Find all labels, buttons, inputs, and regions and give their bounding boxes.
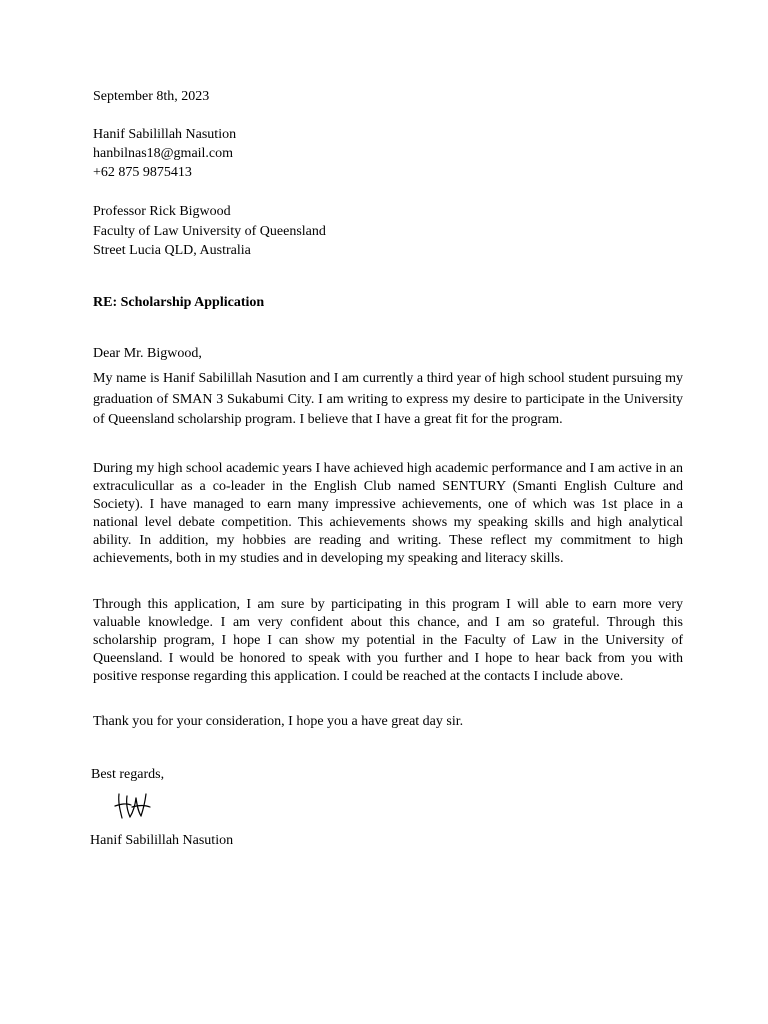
paragraph-application: Through this application, I am sure by participating in this program I will able to earn more very valuable knowledge. I am very confident about this chance, and I am so grateful. Through this scholarship program, I hope I can show my potential in the Faculty of Law in the University of Queensland. I would be honored to speak with you further and I hope to hear back from you with positive response regarding this application. I could be reached at the contacts I include above. — [93, 597, 683, 684]
signature-image — [112, 788, 156, 824]
recipient-address: Street Lucia QLD, Australia — [93, 243, 251, 258]
recipient-name: Professor Rick Bigwood — [93, 204, 231, 219]
sender-email: hanbilnas18@gmail.com — [93, 146, 234, 161]
closing: Best regards, — [91, 767, 165, 782]
recipient-affiliation: Faculty of Law University of Queensland — [93, 224, 326, 239]
letter-date: September 8th, 2023 — [93, 89, 210, 104]
sender-phone: +62 875 9875413 — [93, 165, 192, 180]
letter-subject: RE: Scholarship Application — [93, 295, 265, 310]
paragraph-intro: My name is Hanif Sabilillah Nasution and I am currently a third year of high school student pursuing my graduation of SMAN 3 Sukabumi City. I am writing to express my desire to participate in the University of Queensland scholarship program. I believe that I have a great fit for the program. — [93, 371, 683, 427]
signature-name: Hanif Sabilillah Nasution — [90, 833, 234, 848]
paragraph-thanks: Thank you for your consideration, I hope you a have great day sir. — [93, 714, 464, 729]
salutation: Dear Mr. Bigwood, — [93, 346, 202, 361]
paragraph-achievements: During my high school academic years I have achieved high academic performance and I am active in an extraculicullar as a co-leader in the English Club named SENTURY (Smanti English Culture and Society). I have managed to earn many impressive achievements, one of which was 1st place in a national level debate competition. This achievements shows my speaking skills and high analytical ability. In addition, my hobbies are reading and writing. These reflect my commitment to high achievements, both in my studies and in developing my speaking and literacy skills. — [93, 461, 683, 566]
sender-name: Hanif Sabilillah Nasution — [93, 127, 237, 142]
